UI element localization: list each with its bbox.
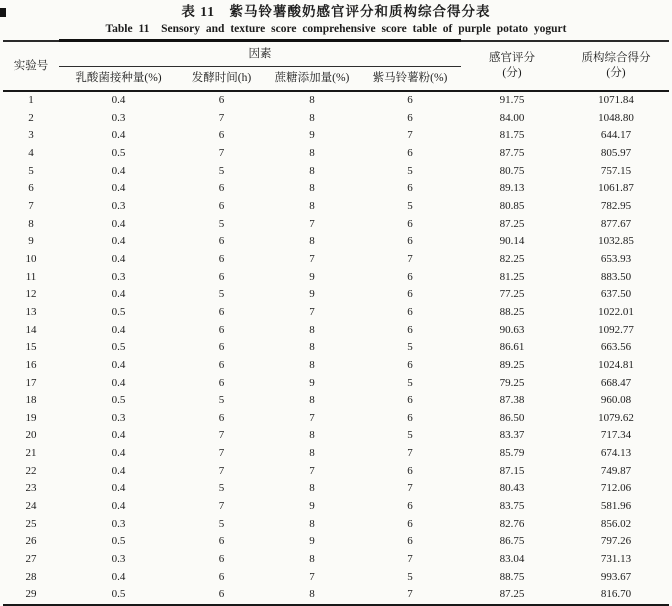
- table-cell: 8: [309, 94, 315, 106]
- table-cell: 7: [218, 500, 225, 513]
- table-cell: 29: [25, 588, 37, 601]
- table-cell: 6: [218, 94, 225, 106]
- table-cell: 6: [218, 270, 225, 283]
- table-cell: 6: [407, 394, 413, 407]
- table-cell: 6: [28, 182, 34, 195]
- table-cell: 7: [218, 447, 225, 460]
- table-cell: 653.93: [600, 252, 632, 265]
- table-cell: 6: [407, 464, 413, 477]
- table-row: [3, 586, 669, 605]
- table-cell: 8: [309, 482, 315, 495]
- table-cell: 0.4: [111, 447, 126, 460]
- table-cell: 0.5: [111, 535, 126, 548]
- table-cell: 0.4: [111, 288, 126, 301]
- table-cell: 6: [218, 535, 225, 548]
- table-cell: 18: [25, 394, 37, 407]
- table-cell: 85.79: [499, 447, 525, 460]
- table-cell: 8: [309, 199, 315, 212]
- table-cell: 3: [28, 129, 34, 142]
- table-cell: 87.25: [499, 588, 525, 601]
- table-cell: 8: [309, 341, 315, 354]
- table-row: [3, 339, 669, 357]
- table-cell: 2: [28, 111, 34, 124]
- table-cell: 782.95: [600, 199, 632, 212]
- table-row: [3, 498, 669, 516]
- table-cell: 1032.85: [598, 235, 634, 248]
- table-cell: 8: [309, 553, 315, 566]
- table-cell: 12: [25, 288, 37, 301]
- table-row: [3, 286, 669, 304]
- table-row: [3, 569, 669, 587]
- table-cell: 7: [309, 411, 315, 424]
- table-cell: 13: [25, 305, 37, 318]
- table-cell: 14: [25, 323, 37, 336]
- header-factor-sucrose-addition: 蔗糖添加量(%): [274, 72, 350, 85]
- table-cell: 0.3: [111, 111, 126, 124]
- table-cell: 5: [407, 570, 413, 583]
- table-cell: 79.25: [499, 376, 525, 389]
- table-cell: 0.3: [111, 199, 126, 212]
- table-cell: 0.5: [111, 305, 126, 318]
- table-cell: 6: [407, 517, 413, 530]
- table-row: [3, 551, 669, 569]
- table-cell: 0.5: [111, 146, 126, 159]
- table-cell: 5: [28, 164, 34, 177]
- table-row: [3, 322, 669, 340]
- header-group-row: [3, 41, 669, 67]
- table-cell: 82.25: [499, 252, 525, 265]
- table-cell: 6: [407, 288, 413, 301]
- table-cell: 883.50: [600, 270, 632, 283]
- table-cell: 8: [309, 588, 315, 601]
- table-cell: 816.70: [600, 588, 632, 601]
- table-cell: 86.50: [499, 411, 525, 424]
- table-cell: 83.37: [499, 429, 525, 442]
- table-cell: 6: [218, 411, 225, 424]
- table-row: [3, 251, 669, 269]
- scan-artifact-mark: [0, 8, 6, 17]
- header-texture-score-unit: (分): [606, 66, 626, 79]
- table-cell: 10: [25, 252, 37, 265]
- table-cell: 1024.81: [598, 358, 634, 371]
- table-cell: 6: [218, 358, 225, 371]
- table-cell: 5: [407, 199, 413, 212]
- table-cell: 5: [407, 376, 413, 389]
- table-cell: 0.4: [111, 500, 126, 513]
- table-cell: 757.15: [600, 164, 632, 177]
- table-cell: 0.4: [111, 482, 126, 495]
- table-row: [3, 516, 669, 534]
- table-cell: 7: [218, 146, 225, 159]
- table-cell: 6: [218, 129, 225, 142]
- table-cell: 1048.80: [598, 111, 634, 124]
- table-cell: 25: [25, 517, 37, 530]
- table-cell: 717.34: [600, 429, 632, 442]
- table-cell: 6: [218, 588, 225, 601]
- table-cell: 7: [407, 447, 413, 460]
- table-cell: 5: [218, 517, 225, 530]
- table-cell: 89.13: [499, 182, 525, 195]
- table-cell: 0.4: [111, 252, 126, 265]
- table-cell: 6: [218, 252, 225, 265]
- table-cell: 7: [309, 305, 315, 318]
- table-cell: 87.15: [499, 464, 525, 477]
- table-row: [3, 216, 669, 234]
- table-cell: 17: [25, 376, 37, 389]
- table-cell: 877.67: [600, 217, 632, 230]
- table-cell: 0.4: [111, 164, 126, 177]
- table-cell: 8: [309, 323, 315, 336]
- header-texture-score: [563, 41, 669, 92]
- table-cell: 7: [309, 464, 315, 477]
- table-cell: 5: [218, 217, 225, 230]
- table-cell: 6: [218, 235, 225, 248]
- table-title-english: Table 11 Sensory and texture score comprehensive score table of purple potato yogurt: [105, 23, 567, 35]
- table-cell: 81.25: [499, 270, 525, 283]
- header-sensory-score: [461, 41, 563, 92]
- table-cell: 6: [407, 305, 413, 318]
- table-cell: 712.06: [600, 482, 632, 495]
- table-cell: 7: [309, 217, 315, 230]
- table-cell: 7: [407, 588, 413, 601]
- table-cell: 7: [218, 464, 225, 477]
- table-cell: 1092.77: [598, 323, 634, 336]
- table-cell: 7: [218, 111, 225, 124]
- table-cell: 6: [407, 500, 413, 513]
- table-row: [3, 91, 669, 110]
- table-cell: 668.47: [600, 376, 632, 389]
- table-cell: 0.4: [111, 129, 126, 142]
- header-factor-fermentation-time: 发酵时间(h): [191, 72, 252, 85]
- table-cell: 8: [309, 182, 315, 195]
- table-cell: 9: [309, 129, 315, 142]
- table-cell: 91.75: [499, 94, 525, 106]
- table-cell: 80.75: [499, 164, 525, 177]
- table-row: [3, 392, 669, 410]
- table-cell: 674.13: [600, 447, 632, 460]
- table-cell: 7: [407, 482, 413, 495]
- table-row: [3, 163, 669, 181]
- table-title-chinese: 表 11 紫马铃薯酸奶感官评分和质构综合得分表: [181, 4, 491, 19]
- table-cell: 5: [218, 394, 225, 407]
- table-cell: 0.4: [111, 376, 126, 389]
- table-cell: 81.75: [499, 129, 525, 142]
- table-row: [3, 480, 669, 498]
- table-cell: 0.4: [111, 464, 126, 477]
- table-cell: 8: [309, 429, 315, 442]
- table-cell: 87.38: [499, 394, 525, 407]
- table-cell: 22: [25, 464, 37, 477]
- table-cell: 8: [309, 394, 315, 407]
- table-row: [3, 375, 669, 393]
- table-cell: 26: [25, 535, 37, 548]
- table-cell: 24: [25, 500, 37, 513]
- table-cell: 20: [25, 429, 37, 442]
- table-cell: 0.4: [111, 570, 126, 583]
- table-cell: 6: [407, 411, 413, 424]
- table-cell: 19: [25, 411, 37, 424]
- table-row: [3, 445, 669, 463]
- table-cell: 83.75: [499, 500, 525, 513]
- table-cell: 8: [309, 235, 315, 248]
- table-cell: 6: [407, 146, 413, 159]
- table-cell: 11: [25, 270, 37, 283]
- table-cell: 8: [309, 358, 315, 371]
- table-cell: 5: [407, 341, 413, 354]
- table-cell: 0.5: [111, 394, 126, 407]
- table-cell: 1061.87: [598, 182, 634, 195]
- table-cell: 89.25: [499, 358, 525, 371]
- table-row: [3, 180, 669, 198]
- table-row: [3, 198, 669, 216]
- table-cell: 15: [25, 341, 37, 354]
- header-sensory-score-unit: (分): [502, 66, 522, 79]
- table-cell: 28: [25, 570, 37, 583]
- table-cell: 644.17: [600, 129, 632, 142]
- table-cell: 80.43: [499, 482, 525, 495]
- table-cell: 88.25: [499, 305, 525, 318]
- table-cell: 6: [407, 182, 413, 195]
- table-cell: 0.5: [111, 588, 126, 601]
- table-cell: 9: [309, 535, 315, 548]
- table-row: [3, 127, 669, 145]
- table-cell: 0.5: [111, 341, 126, 354]
- table-cell: 7: [218, 429, 225, 442]
- table-cell: 82.76: [499, 517, 525, 530]
- table-cell: 84.00: [499, 111, 525, 124]
- table-cell: 21: [25, 447, 37, 460]
- table-cell: 1071.84: [598, 94, 634, 106]
- header-experiment-no: 实验号: [3, 41, 59, 92]
- table-cell: 856.02: [600, 517, 632, 530]
- table-cell: 27: [25, 553, 37, 566]
- table-row: [3, 357, 669, 375]
- table-row: [3, 233, 669, 251]
- table-cell: 6: [218, 376, 225, 389]
- table-row: [3, 533, 669, 551]
- table-row: [3, 304, 669, 322]
- table-cell: 0.3: [111, 270, 126, 283]
- table-cell: 9: [28, 235, 34, 248]
- table-cell: 83.04: [499, 553, 525, 566]
- table-row: [3, 410, 669, 428]
- table-cell: 0.3: [111, 553, 126, 566]
- data-table: [3, 39, 669, 606]
- table-cell: 23: [25, 482, 37, 495]
- header-factor-purple-potato-powder: 紫马铃薯粉(%): [372, 72, 448, 85]
- header-factor-lactic-inoculation: 乳酸菌接种量(%): [75, 72, 162, 85]
- table-cell: 663.56: [600, 341, 632, 354]
- table-header: [3, 41, 669, 92]
- table-cell: 8: [309, 447, 315, 460]
- table-cell: 6: [218, 341, 225, 354]
- table-cell: 5: [407, 429, 413, 442]
- table-cell: 5: [218, 482, 225, 495]
- table-cell: 86.75: [499, 535, 525, 548]
- table-cell: 0.4: [111, 323, 126, 336]
- table-cell: 1079.62: [598, 411, 634, 424]
- table-cell: 90.14: [499, 235, 525, 248]
- table-cell: 6: [407, 94, 413, 106]
- table-cell: 8: [309, 111, 315, 124]
- header-texture-score-label: 质构综合得分: [581, 52, 651, 65]
- header-sensory-score-label: 感官评分: [489, 52, 535, 65]
- table-row: [3, 463, 669, 481]
- table-cell: 0.3: [111, 411, 126, 424]
- table-cell: 6: [218, 323, 225, 336]
- table-cell: 5: [407, 164, 413, 177]
- table-cell: 0.4: [111, 217, 126, 230]
- table-cell: 9: [309, 376, 315, 389]
- table-cell: 6: [218, 305, 225, 318]
- table-cell: 6: [407, 535, 413, 548]
- table-cell: 16: [25, 358, 37, 371]
- table-cell: 0.3: [111, 517, 126, 530]
- table-cell: 637.50: [600, 288, 632, 301]
- table-cell: 4: [28, 146, 34, 159]
- table-cell: 90.63: [499, 323, 525, 336]
- table-cell: 6: [407, 323, 413, 336]
- table-cell: 993.67: [600, 570, 632, 583]
- table-cell: 9: [309, 270, 315, 283]
- table-cell: 1: [28, 94, 34, 106]
- table-cell: 7: [28, 199, 34, 212]
- table-row: [3, 110, 669, 128]
- table-cell: 6: [218, 182, 225, 195]
- table-cell: 7: [309, 570, 315, 583]
- table-cell: 960.08: [600, 394, 632, 407]
- table-cell: 87.75: [499, 146, 525, 159]
- table-cell: 5: [218, 288, 225, 301]
- table-cell: 0.4: [111, 182, 126, 195]
- table-cell: 6: [218, 553, 225, 566]
- table-cell: 7: [407, 252, 413, 265]
- table-row: [3, 427, 669, 445]
- table-cell: 0.4: [111, 94, 126, 106]
- table-cell: 1022.01: [598, 305, 634, 318]
- table-cell: 8: [28, 217, 34, 230]
- table-cell: 88.75: [499, 570, 525, 583]
- table-cell: 9: [309, 500, 315, 513]
- table-cell: 80.85: [499, 199, 525, 212]
- table-cell: 8: [309, 517, 315, 530]
- table-cell: 9: [309, 288, 315, 301]
- table-cell: 0.4: [111, 358, 126, 371]
- table-cell: 5: [218, 164, 225, 177]
- table-cell: 797.26: [600, 535, 632, 548]
- table-cell: 6: [407, 111, 413, 124]
- table-cell: 0.4: [111, 235, 126, 248]
- table-cell: 731.13: [600, 553, 632, 566]
- table-cell: 8: [309, 164, 315, 177]
- table-cell: 6: [407, 235, 413, 248]
- table-cell: 749.87: [600, 464, 632, 477]
- table-row: [3, 145, 669, 163]
- table-cell: 581.96: [600, 500, 632, 513]
- table-cell: 6: [218, 199, 225, 212]
- table-cell: 7: [309, 252, 315, 265]
- table-cell: 6: [407, 358, 413, 371]
- table-cell: 7: [407, 553, 413, 566]
- table-body: [3, 91, 669, 605]
- table-cell: 86.61: [499, 341, 525, 354]
- table-cell: 6: [218, 570, 225, 583]
- table-cell: 87.25: [499, 217, 525, 230]
- table-cell: 805.97: [600, 146, 632, 159]
- table-cell: 6: [407, 217, 413, 230]
- header-factors-group: 因素: [59, 41, 461, 67]
- table-cell: 8: [309, 146, 315, 159]
- table-row: [3, 269, 669, 287]
- table-cell: 6: [407, 270, 413, 283]
- table-cell: 7: [407, 129, 413, 142]
- table-cell: 77.25: [499, 288, 525, 301]
- table-cell: 0.4: [111, 429, 126, 442]
